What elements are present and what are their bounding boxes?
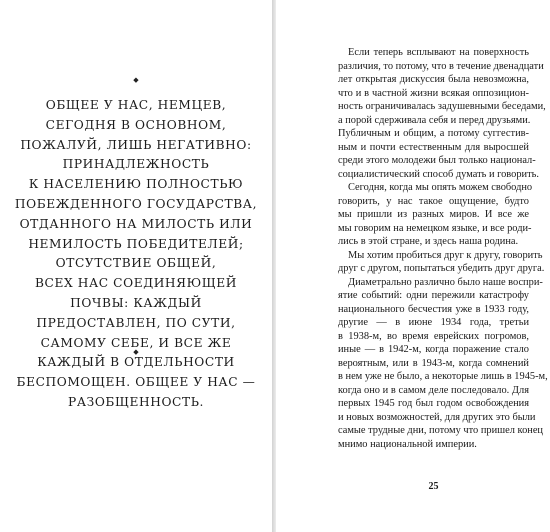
text-line: ятие событий: одни пережили катастрофу bbox=[338, 290, 529, 301]
text-line: другие — в июне 1934 года, третьи bbox=[338, 317, 529, 328]
text-line: когда оно и в самом деле последовало. Для bbox=[338, 384, 529, 396]
text-line: друг с другом, попытаться убедить друг друга. bbox=[338, 263, 545, 274]
quote-line: К НАСЕЛЕНИЮ ПОЛНОСТЬЮ bbox=[28, 177, 244, 192]
text-line: вероятным, или в 1943-м, когда сомнений bbox=[338, 357, 529, 369]
quote-line: СЕГОДНЯ В ОСНОВНОМ, bbox=[45, 117, 227, 132]
text-line: говорить, у нас такое ощущение, будто bbox=[338, 195, 529, 207]
text-line: среди этого молодежи был только национал- bbox=[338, 155, 536, 166]
diamond-ornament-bottom: ◆ bbox=[133, 348, 139, 356]
page-number: 25 bbox=[428, 481, 439, 492]
quote-line: ПРЕДОСТАВЛЕН, ПО СУТИ, bbox=[36, 315, 236, 330]
display-quote bbox=[0, 96, 272, 413]
text-line: лись в этой стране, и здесь наша родина. bbox=[338, 236, 519, 247]
text-line: самые трудные дни, потому что пришел конец bbox=[338, 425, 543, 436]
quote-line: РАЗОБЩЕННОСТЬ. bbox=[68, 394, 204, 409]
text-line: в 1938-м, во время еврейских погромов, bbox=[338, 330, 529, 342]
text-line: национального бесчестия уже в 1933 году, bbox=[338, 303, 529, 315]
quote-line: НЕМИЛОСТЬ ПОБЕДИТЕЛЕЙ; bbox=[28, 236, 244, 251]
quote-line: ПОЧВЫ: КАЖДЫЙ bbox=[70, 295, 202, 310]
text-line: первых 1945 год был годом освобождения bbox=[338, 398, 529, 409]
text-line: ность ограничивалась задушевными беседами, bbox=[338, 101, 546, 112]
quote-line: ПОЖАЛУЙ, ЛИШЬ НЕГАТИВНО: bbox=[20, 137, 252, 152]
text-line: различия, то потому, что в течение двенадцати bbox=[338, 60, 544, 72]
text-line: Публичным и общим, а потому суггестив- bbox=[338, 128, 529, 139]
diamond-ornament-top: ◆ bbox=[133, 76, 139, 84]
quote-line: ОТСУТСТВИЕ ОБЩЕЙ, bbox=[55, 256, 217, 271]
text-line: Сегодня, когда мы опять можем свободно bbox=[348, 182, 533, 193]
text-line: иные — в 1942-м, когда поражение стало bbox=[338, 344, 529, 355]
text-line: лет открытая дискуссия была невозможна, bbox=[338, 74, 529, 85]
text-line: ным и почти естественным для выросшей bbox=[338, 141, 529, 153]
quote-line: БЕСПОМОЩЕН. ОБЩЕЕ У НАС — bbox=[16, 375, 256, 390]
text-line: и новых возможностей, для других это были bbox=[338, 411, 536, 423]
body-text bbox=[338, 46, 548, 451]
quote-line: САМОМУ СЕБЕ, И ВСЕ ЖЕ bbox=[40, 335, 232, 350]
text-line: мнимо национальной империи. bbox=[338, 438, 477, 450]
text-line: что и в частной жизни всякая оппозицион- bbox=[338, 87, 529, 99]
quote-line: ПРИНАДЛЕЖНОСТЬ bbox=[62, 157, 210, 172]
text-line: Мы хотим пробиться друг к другу, говорить bbox=[348, 249, 543, 261]
text-line: мы пришли из разных миров. И все же bbox=[338, 209, 529, 220]
quote-line: ВСЕХ НАС СОЕДИНЯЮЩЕЙ bbox=[35, 276, 237, 291]
quote-line: ОТДАННОГО НА МИЛОСТЬ ИЛИ bbox=[19, 216, 253, 231]
text-line: в нем уже не было, а некоторые лишь в 1945-м, bbox=[338, 371, 548, 382]
text-line: Если теперь всплывают на поверхность bbox=[348, 47, 529, 58]
quote-line: КАЖДЫЙ В ОТДЕЛЬНОСТИ bbox=[37, 355, 235, 370]
text-line: социалистический способ думать и говорить. bbox=[338, 168, 539, 180]
text-line: Диаметрально различно было наше воспри- bbox=[348, 276, 543, 288]
quote-line: ОБЩЕЕ У НАС, НЕМЦЕВ, bbox=[45, 98, 227, 112]
quote-line: ПОБЕЖДЕННОГО ГОСУДАРСТВА, bbox=[14, 196, 258, 211]
text-line: а порой сдерживала себя и перед друзьями. bbox=[338, 114, 531, 126]
text-line: мы говорим на немецком языке, и все роди- bbox=[338, 222, 532, 234]
